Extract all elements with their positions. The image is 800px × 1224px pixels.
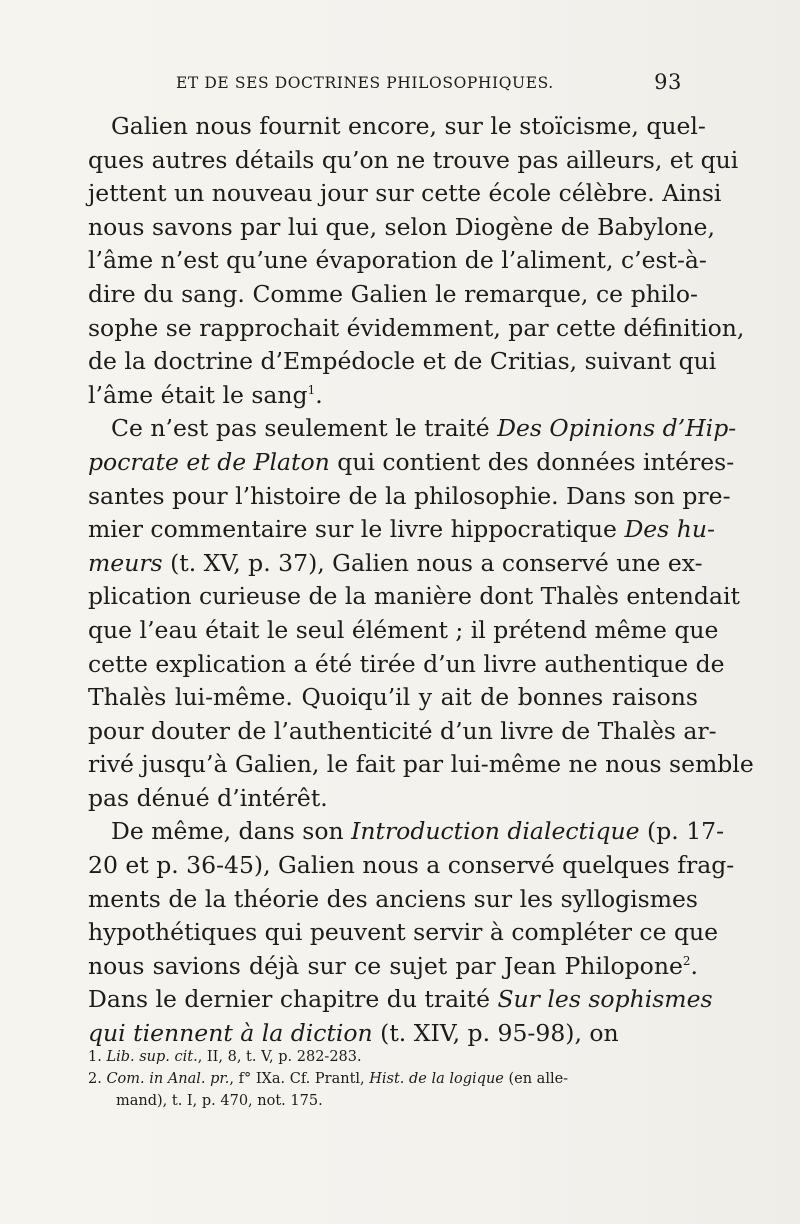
line-text: nous savons par lui que, selon Diogène de Babylone, [88, 212, 715, 241]
footnote-text: (en alle- [503, 1071, 569, 1087]
line-text: Dans le dernier chapitre du traité [88, 985, 498, 1014]
text-line [88, 513, 715, 547]
line-text: mier commentaire sur le livre hippocratique [88, 515, 625, 544]
italic-title: meurs [88, 548, 163, 577]
footnote-citation: Lib. sup. cit. [106, 1049, 198, 1065]
footnote [88, 1090, 700, 1112]
italic-title: pocrate et de Platon [88, 447, 330, 476]
line-text: hypothétiques qui peuvent servir à compléter ce que [88, 918, 719, 947]
footnote-text: , f° IXa. Cf. Prantl, [229, 1071, 370, 1087]
line-text: ques autres détails qu’on ne trouve pas ailleurs, et qui [88, 145, 739, 174]
footnote-text: , II, 8, t. V, p. 282-283. [197, 1049, 362, 1065]
text-line [88, 849, 735, 883]
line-text: dire du sang. Comme Galien le remarque, ce philo- [88, 279, 698, 308]
line-text: Thalès lui-même. Quoiqu’il y ait de bonnes raisons [88, 683, 698, 712]
footnote [88, 1046, 700, 1068]
text-line [88, 715, 717, 749]
line-text: (p. 17- [639, 817, 725, 846]
text-line [88, 950, 698, 984]
footnote-ref: 2 [682, 953, 691, 968]
text-line [88, 648, 725, 682]
line-text: sophe se rapprochait évidemment, par cette définition, [88, 313, 745, 342]
footnotes [88, 1046, 700, 1112]
footnote-marker [683, 954, 691, 968]
line-text: (t. XV, p. 37), Galien nous a conservé une ex- [162, 548, 703, 577]
line-text: Ce n’est pas seulement le traité [111, 414, 498, 443]
footnote-marker [308, 383, 316, 397]
line-text: . [690, 951, 698, 980]
italic-title: Introduction dialectique [351, 817, 640, 846]
footnote-number: 1. [88, 1049, 102, 1065]
text-line [88, 278, 698, 312]
text-line [88, 244, 707, 278]
page-number: 93 [654, 70, 682, 94]
text-line [88, 345, 717, 379]
text-line [88, 614, 719, 648]
footnote-citation: Com. in Anal. pr. [106, 1071, 230, 1087]
footnote-number: 2. [88, 1071, 102, 1087]
text-line [88, 883, 698, 917]
italic-title: Sur les sophismes [497, 985, 713, 1014]
text-line [88, 480, 731, 514]
line-text: 20 et p. 36-45), Galien nous a conservé quelques frag- [88, 851, 735, 880]
line-text: Galien nous fournit encore, sur le stoïcisme, quel- [111, 112, 706, 140]
running-title: ET DE SES DOCTRINES PHILOSOPHIQUES. [176, 74, 554, 92]
line-text: que l’eau était le seul élément ; il prétend même que [88, 615, 719, 644]
line-text: (t. XIV, p. 95-98), on [372, 1019, 619, 1048]
text-line [88, 983, 713, 1017]
footnote-text: mand), t. I, p. 470, not. 175. [116, 1093, 323, 1109]
line-text: l’âme était le sang [88, 380, 308, 409]
line-text: pour douter de l’authenticité d’un livre de Thalès ar- [88, 716, 717, 745]
footnote-ref: 1 [307, 382, 316, 397]
text-line [88, 547, 703, 581]
text-line [88, 312, 745, 346]
text-line [88, 211, 715, 245]
text-line [88, 412, 737, 446]
footnote-citation: Hist. de la logique [369, 1071, 504, 1087]
text-line [88, 748, 754, 782]
italic-title: Des Opinions d’Hip- [497, 414, 737, 443]
text-line [88, 580, 740, 614]
text-line [88, 815, 725, 849]
line-text: . [315, 380, 323, 409]
line-text: rivé jusqu’à Galien, le fait par lui-même ne nous semble [88, 750, 754, 779]
line-text: de la doctrine d’Empédocle et de Critias, suivant qui [88, 347, 717, 376]
footnote [88, 1068, 700, 1090]
line-text: De même, dans son [111, 817, 352, 846]
text-line [88, 177, 722, 211]
text-line [88, 782, 698, 816]
text-line [88, 144, 739, 178]
text-line [88, 379, 698, 413]
page-header [88, 70, 700, 100]
text-line [88, 446, 735, 480]
body-text [88, 110, 754, 1051]
text-line [88, 681, 698, 715]
text-line [88, 916, 719, 950]
line-text: santes pour l’histoire de la philosophie. Dans son pre- [88, 481, 731, 510]
line-text: l’âme n’est qu’une évaporation de l’aliment, c’est-à- [88, 246, 707, 275]
line-text: cette explication a été tirée d’un livre authentique de [88, 649, 725, 678]
line-text: plication curieuse de la manière dont Thalès entendait [88, 582, 740, 611]
italic-title: qui tiennent à la diction [88, 1019, 373, 1048]
line-text: qui contient des données intéres- [329, 447, 735, 476]
line-text: nous savions déjà sur ce sujet par Jean Philopone [88, 951, 683, 980]
italic-title: Des hu- [624, 515, 715, 544]
text-line [88, 110, 706, 144]
line-text: ments de la théorie des anciens sur les syllogismes [88, 884, 698, 913]
line-text: jettent un nouveau jour sur cette école célèbre. Ainsi [88, 179, 722, 208]
line-text: pas dénué d’intérêt. [88, 783, 328, 812]
